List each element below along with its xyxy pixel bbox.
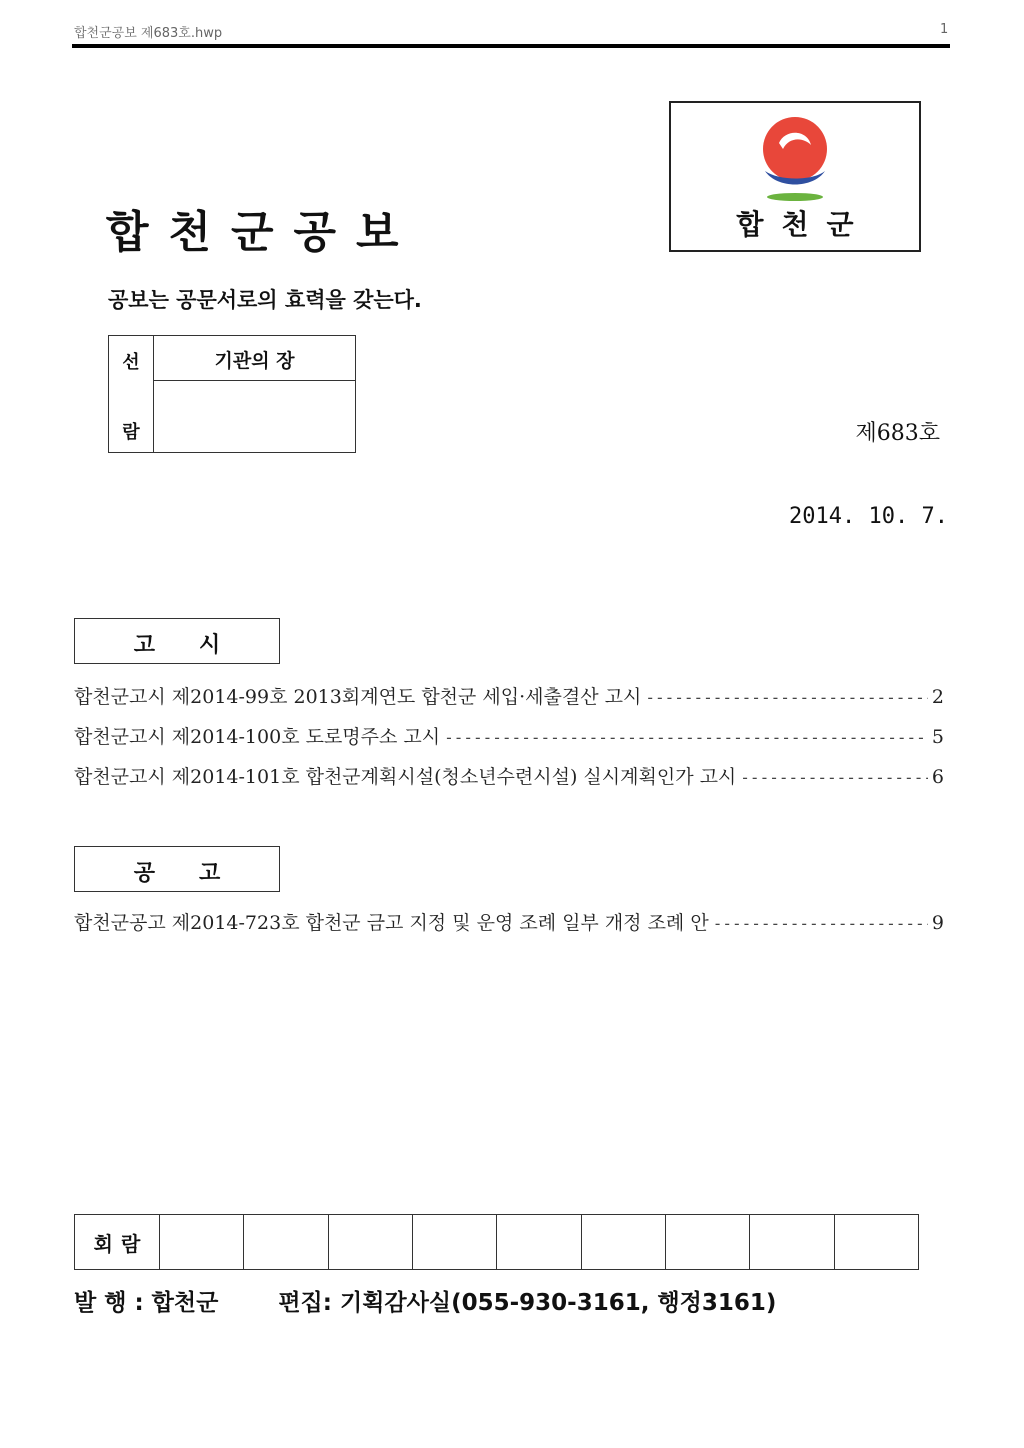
- approval-box: [108, 335, 356, 453]
- editor-contact: 편집: 기획감사실(055-930-3161, 행정3161): [278, 1290, 777, 1316]
- header-filename: 합천군공보 제683호.hwp: [74, 26, 223, 41]
- county-emblem-icon: [757, 113, 833, 203]
- toc-entry-page: 5: [931, 726, 944, 748]
- toc-entry[interactable]: [74, 682, 944, 712]
- toc-entry[interactable]: [74, 762, 944, 792]
- page-title: 합천군공보: [106, 207, 419, 258]
- toc-entry-page: 2: [931, 686, 944, 708]
- section-label: 고시: [133, 633, 265, 658]
- issue-date: 2014. 10. 7.: [789, 504, 948, 529]
- issue-number: 제683호: [855, 421, 940, 446]
- circulation-cell: [582, 1215, 666, 1269]
- circulation-table: [74, 1214, 919, 1270]
- section-label: 공고: [133, 861, 265, 886]
- toc-leader: [713, 914, 928, 933]
- toc-leader: [740, 768, 928, 787]
- toc-entry[interactable]: [74, 722, 944, 752]
- publication-footer: [74, 1284, 776, 1317]
- circulation-cell: [666, 1215, 750, 1269]
- circulation-cell: [160, 1215, 244, 1269]
- header-divider: [72, 44, 950, 48]
- approval-vertical-label-top: 선: [122, 352, 140, 373]
- toc-entry-page: 6: [931, 766, 944, 788]
- publisher: 발 행 : 합천군: [74, 1290, 219, 1316]
- toc-leader: [645, 688, 928, 707]
- approval-vertical-column: [109, 336, 154, 452]
- page-subtitle: 공보는 공문서로의 효력을 갖는다.: [108, 288, 422, 312]
- header-page-number: 1: [940, 22, 949, 37]
- circulation-cell: [497, 1215, 581, 1269]
- toc-entry-title: 합천군고시 제2014-99호 2013회계연도 합천군 세입·세출결산 고시: [74, 686, 642, 708]
- toc-leader: [444, 728, 928, 747]
- circulation-cell: [835, 1215, 918, 1269]
- approval-header-label: 기관의 장: [214, 350, 295, 372]
- county-logo: [669, 101, 921, 252]
- toc-entry[interactable]: [74, 908, 944, 938]
- approval-header-row: [154, 336, 355, 381]
- circulation-cell: [750, 1215, 834, 1269]
- circulation-cell: [413, 1215, 497, 1269]
- circulation-label: 회람: [75, 1215, 160, 1269]
- toc-entry-page: 9: [931, 912, 944, 934]
- section-header-announcement: [74, 846, 280, 892]
- circulation-cell: [329, 1215, 413, 1269]
- approval-vertical-label-bottom: 람: [122, 422, 140, 443]
- toc-entry-title: 합천군고시 제2014-101호 합천군계획시설(청소년수련시설) 실시계획인가 고시: [74, 766, 737, 788]
- toc-entry-title: 합천군고시 제2014-100호 도로명주소 고시: [74, 726, 441, 748]
- section-header-notice: [74, 618, 280, 664]
- circulation-cell: [244, 1215, 328, 1269]
- toc-entry-title: 합천군공고 제2014-723호 합천군 금고 지정 및 운영 조례 일부 개정 조례 안: [74, 912, 709, 934]
- logo-text: 합천군: [736, 208, 872, 241]
